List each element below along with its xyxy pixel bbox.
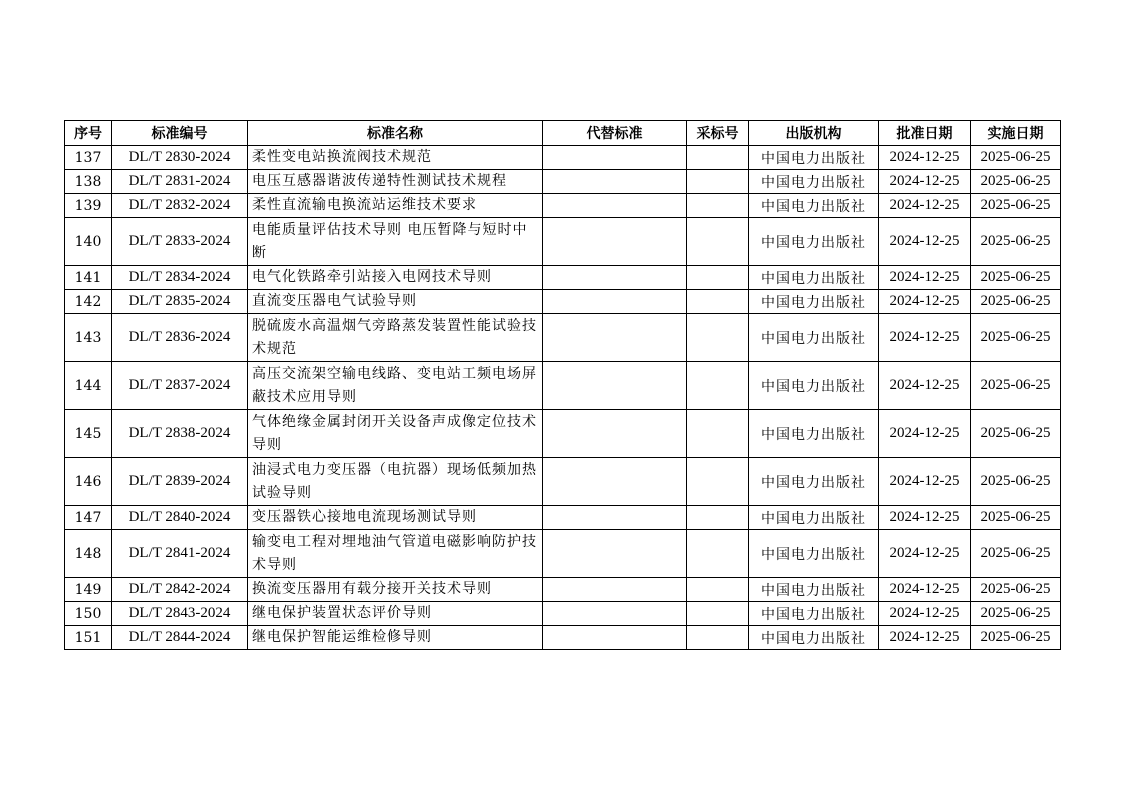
cell-approved-date: 2024-12-25 [879,290,971,314]
cell-publisher: 中国电力出版社 [749,194,879,218]
cell-no: 137 [65,146,112,170]
cell-name: 油浸式电力变压器（电抗器）现场低频加热试验导则 [248,458,543,506]
cell-adopted [687,626,749,650]
cell-name: 输变电工程对埋地油气管道电磁影响防护技术导则 [248,530,543,578]
cell-approved-date: 2024-12-25 [879,602,971,626]
cell-adopted [687,362,749,410]
cell-replaces [543,578,687,602]
cell-approved-date: 2024-12-25 [879,266,971,290]
cell-code: DL/T 2842-2024 [112,578,248,602]
cell-publisher: 中国电力出版社 [749,626,879,650]
cell-publisher: 中国电力出版社 [749,602,879,626]
cell-approved-date: 2024-12-25 [879,314,971,362]
cell-publisher: 中国电力出版社 [749,146,879,170]
cell-replaces [543,218,687,266]
cell-effective-date: 2025-06-25 [971,362,1061,410]
cell-name: 直流变压器电气试验导则 [248,290,543,314]
header-cell-replaces: 代替标准 [543,121,687,146]
table-row [65,170,1061,194]
table-row [65,578,1061,602]
cell-publisher: 中国电力出版社 [749,170,879,194]
header-cell-adopted: 采标号 [687,121,749,146]
cell-adopted [687,506,749,530]
cell-no: 143 [65,314,112,362]
cell-code: DL/T 2831-2024 [112,170,248,194]
cell-name: 电能质量评估技术导则 电压暂降与短时中断 [248,218,543,266]
cell-code: DL/T 2834-2024 [112,266,248,290]
cell-publisher: 中国电力出版社 [749,290,879,314]
cell-replaces [543,266,687,290]
cell-no: 151 [65,626,112,650]
cell-name: 柔性变电站换流阀技术规范 [248,146,543,170]
cell-adopted [687,170,749,194]
cell-effective-date: 2025-06-25 [971,290,1061,314]
cell-code: DL/T 2836-2024 [112,314,248,362]
cell-code: DL/T 2835-2024 [112,290,248,314]
cell-code: DL/T 2837-2024 [112,362,248,410]
table-row [65,458,1061,506]
cell-code: DL/T 2832-2024 [112,194,248,218]
cell-code: DL/T 2833-2024 [112,218,248,266]
cell-effective-date: 2025-06-25 [971,410,1061,458]
cell-effective-date: 2025-06-25 [971,506,1061,530]
cell-no: 146 [65,458,112,506]
cell-replaces [543,602,687,626]
cell-replaces [543,506,687,530]
header-cell-approved: 批准日期 [879,121,971,146]
table-row [65,530,1061,578]
cell-adopted [687,578,749,602]
cell-adopted [687,602,749,626]
table-header [65,121,1061,146]
cell-replaces [543,170,687,194]
cell-name: 电气化铁路牵引站接入电网技术导则 [248,266,543,290]
cell-name: 气体绝缘金属封闭开关设备声成像定位技术导则 [248,410,543,458]
table-row [65,362,1061,410]
table-row [65,602,1061,626]
cell-publisher: 中国电力出版社 [749,410,879,458]
cell-publisher: 中国电力出版社 [749,458,879,506]
cell-effective-date: 2025-06-25 [971,458,1061,506]
cell-no: 139 [65,194,112,218]
cell-no: 141 [65,266,112,290]
cell-publisher: 中国电力出版社 [749,314,879,362]
cell-publisher: 中国电力出版社 [749,506,879,530]
header-cell-publisher: 出版机构 [749,121,879,146]
cell-approved-date: 2024-12-25 [879,146,971,170]
cell-publisher: 中国电力出版社 [749,362,879,410]
cell-approved-date: 2024-12-25 [879,506,971,530]
cell-name: 变压器铁心接地电流现场测试导则 [248,506,543,530]
cell-approved-date: 2024-12-25 [879,170,971,194]
cell-adopted [687,218,749,266]
table-row [65,218,1061,266]
cell-approved-date: 2024-12-25 [879,194,971,218]
cell-replaces [543,530,687,578]
cell-approved-date: 2024-12-25 [879,410,971,458]
cell-adopted [687,146,749,170]
cell-code: DL/T 2841-2024 [112,530,248,578]
cell-code: DL/T 2843-2024 [112,602,248,626]
cell-name: 脱硫废水高温烟气旁路蒸发装置性能试验技术规范 [248,314,543,362]
cell-no: 140 [65,218,112,266]
cell-effective-date: 2025-06-25 [971,530,1061,578]
cell-adopted [687,194,749,218]
cell-adopted [687,458,749,506]
cell-approved-date: 2024-12-25 [879,458,971,506]
table-row [65,506,1061,530]
cell-effective-date: 2025-06-25 [971,602,1061,626]
cell-effective-date: 2025-06-25 [971,626,1061,650]
cell-no: 142 [65,290,112,314]
cell-effective-date: 2025-06-25 [971,266,1061,290]
cell-replaces [543,458,687,506]
cell-approved-date: 2024-12-25 [879,578,971,602]
cell-no: 150 [65,602,112,626]
cell-code: DL/T 2830-2024 [112,146,248,170]
cell-replaces [543,626,687,650]
cell-no: 148 [65,530,112,578]
cell-adopted [687,290,749,314]
cell-publisher: 中国电力出版社 [749,530,879,578]
cell-approved-date: 2024-12-25 [879,362,971,410]
table-row [65,314,1061,362]
cell-no: 144 [65,362,112,410]
cell-effective-date: 2025-06-25 [971,578,1061,602]
cell-name: 柔性直流输电换流站运维技术要求 [248,194,543,218]
cell-name: 高压交流架空输电线路、变电站工频电场屏蔽技术应用导则 [248,362,543,410]
header-cell-code: 标准编号 [112,121,248,146]
cell-no: 138 [65,170,112,194]
cell-code: DL/T 2840-2024 [112,506,248,530]
cell-approved-date: 2024-12-25 [879,530,971,578]
cell-name: 换流变压器用有载分接开关技术导则 [248,578,543,602]
cell-effective-date: 2025-06-25 [971,146,1061,170]
table-row [65,410,1061,458]
cell-replaces [543,146,687,170]
cell-no: 149 [65,578,112,602]
cell-name: 继电保护智能运维检修导则 [248,626,543,650]
cell-effective-date: 2025-06-25 [971,218,1061,266]
header-cell-name: 标准名称 [248,121,543,146]
cell-replaces [543,410,687,458]
table-row [65,266,1061,290]
cell-effective-date: 2025-06-25 [971,170,1061,194]
cell-code: DL/T 2844-2024 [112,626,248,650]
cell-adopted [687,530,749,578]
table-row [65,290,1061,314]
table-row [65,194,1061,218]
cell-replaces [543,194,687,218]
table-body [65,146,1061,650]
cell-publisher: 中国电力出版社 [749,578,879,602]
cell-adopted [687,266,749,290]
cell-no: 147 [65,506,112,530]
header-row [65,121,1061,146]
cell-name: 继电保护装置状态评价导则 [248,602,543,626]
cell-code: DL/T 2838-2024 [112,410,248,458]
header-cell-no: 序号 [65,121,112,146]
table-row [65,146,1061,170]
cell-no: 145 [65,410,112,458]
cell-effective-date: 2025-06-25 [971,194,1061,218]
cell-replaces [543,290,687,314]
cell-effective-date: 2025-06-25 [971,314,1061,362]
cell-adopted [687,314,749,362]
cell-publisher: 中国电力出版社 [749,266,879,290]
cell-approved-date: 2024-12-25 [879,626,971,650]
cell-replaces [543,314,687,362]
header-cell-effective: 实施日期 [971,121,1061,146]
standards-table [64,120,1061,650]
cell-approved-date: 2024-12-25 [879,218,971,266]
cell-publisher: 中国电力出版社 [749,218,879,266]
cell-replaces [543,362,687,410]
cell-code: DL/T 2839-2024 [112,458,248,506]
cell-adopted [687,410,749,458]
table-row [65,626,1061,650]
cell-name: 电压互感器谐波传递特性测试技术规程 [248,170,543,194]
